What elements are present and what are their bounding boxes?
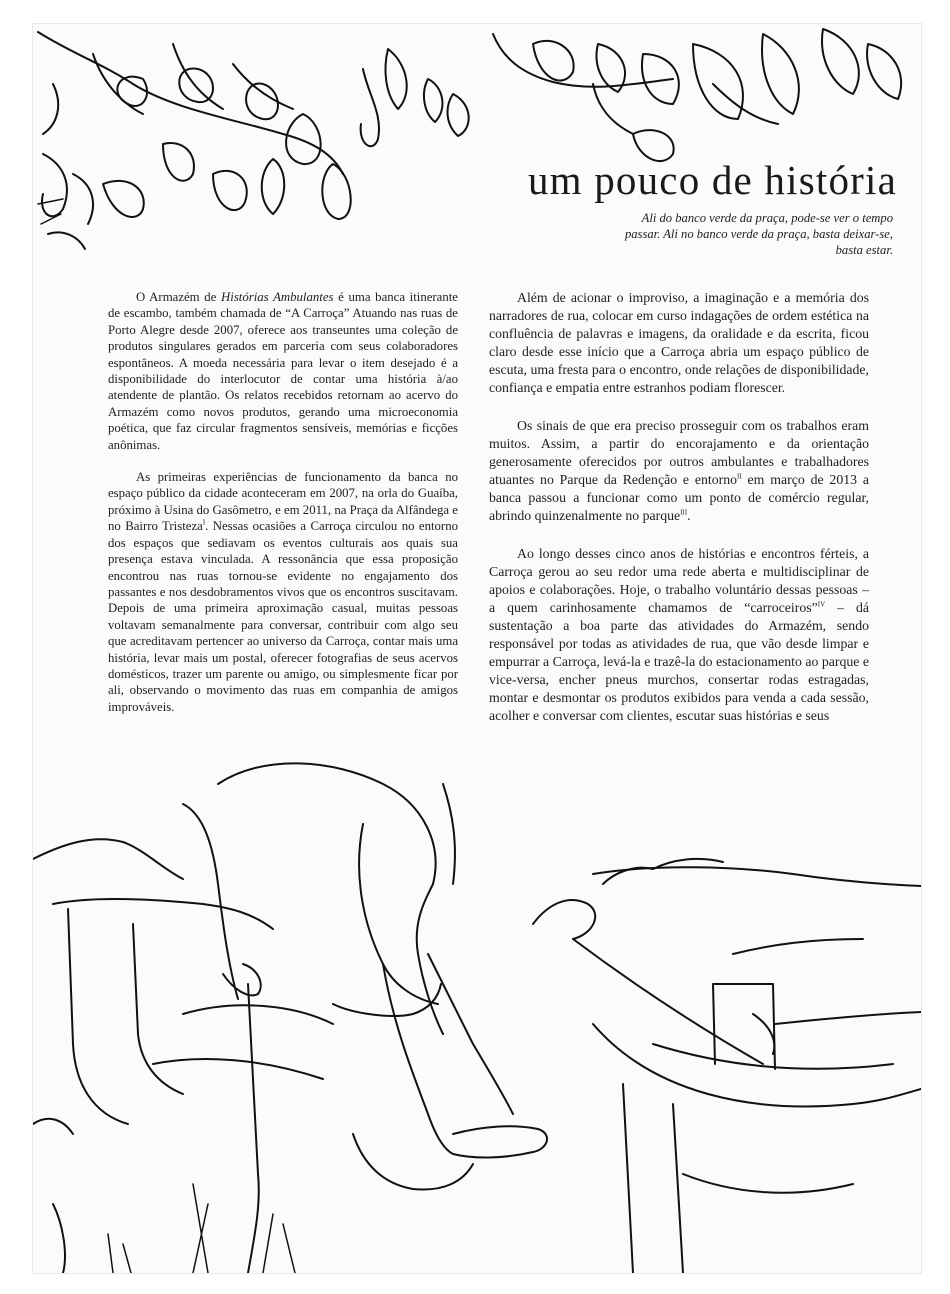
- paragraph: Além de acionar o improviso, a imaginação e a memória dos narradores de rua, colocar em curso indagações de ordem estética na confluência de palavras e imagens, da oralidade e da escrita, ficou claro desde esse início que a Carroça abria um espaço público de escuta, uma fresta para o encontro, onde relações de disponibilidade, confiança e empatia entre estranhos podiam florescer.: [489, 290, 869, 395]
- footnote-marker: II: [737, 472, 742, 481]
- paragraph: Os sinais de que era preciso prosseguir com os trabalhos eram muitos. Assim, a partir do encorajamento e da orientação generosamente oferecidos por outros ambulantes e trabalhadores atuantes no Parque da Redenção e entorno$^{II}$ em março de 2013 a banca passou a funcionar como um ponto de comércio regular, abrindo quinzenalmente no parque$^{III}$.: [489, 418, 869, 523]
- paragraph: O Armazém de Histórias Ambulantes é uma banca itinerante de escambo, também chamada de “A Carroça” Atuando nas ruas de Porto Alegre desde 2007, oferece aos transeuntes uma coleção de produtos singulares gerados em parceria com seus colaboradores espontâneos. A moeda necessária para levar o item desejado é a disponibilidade do interlocutor de contar uma história à/ao atendente de plantão. Os relatos recebidos retornam ao acervo do Armazém como novos produtos, gerando uma microeconomia poética, que faz circular fragmentos sensíveis, memórias e ficções anônimas.: [108, 290, 458, 452]
- paragraph: As primeiras experiências de funcionamento da banca no espaço público da cidade aconteceram em 2007, na orla do Guaíba, próximo à Usina do Gasômetro, e em 2011, na Praça da Alfândega e no Bairro Tristeza$^I$. Nessas ocasiões a Carroça circulou no entorno dos espaços que sediavam os eventos culturais aos quais sua presença estava vinculada. A ressonância que essa proposição encontrou nas ruas tornou-se evidente no engajamento dos passantes e nos desdobramentos vivos que os encontros suscitavam. Depois de uma primeira aproximação casual, muitas pessoas voltavam semanalmente para conversar, contribuir com algo seu que acreditavam pertencer ao universo da Carroça, contar mais uma história, levar mais um postal, oferecer fotografias de seus acervos domésticos, trazer um parente ou amigo, ou simplesmente ficar por ali, observando o movimento das ruas em companhia de amigos improváveis.: [108, 470, 458, 714]
- epigraph-quote: Ali do banco verde da praça, pode-se ver o tempo passar. Ali no banco verde da praça, basta deixar-se, basta estar.: [624, 211, 893, 257]
- page-title: um pouco de história: [527, 157, 897, 203]
- emphasis-title: Histórias Ambulantes: [221, 290, 334, 304]
- right-text-column: [489, 289, 869, 745]
- magazine-page: [33, 24, 921, 1273]
- paragraph: Ao longo desses cinco anos de histórias e encontros férteis, a Carroça gerou ao seu redor uma rede aberta e multidisciplinar de apoios e colaborações. Hoje, o trabalho voluntário dessas pessoas – a quem carinhosamente chamamos de “carroceiros”$^{IV}$ – dá sustentação a boa parte das atividades do Armazém, sendo responsável por todas as atividades de rua, que vão desde limpar e empurrar a Carroça, levá-la e trazê-la do estacionamento ao parque e vice-versa, encher pneus murchos, consertar rodas estragadas, montar e desmontar os produtos exibidos para venda a cada sessão, acolher e conversar com clientes, escutar suas histórias e seus: [489, 546, 869, 723]
- footnote-marker: III: [680, 508, 688, 517]
- footnote-marker: I: [202, 519, 206, 528]
- left-text-column: [108, 289, 458, 731]
- footnote-marker: IV: [817, 600, 826, 609]
